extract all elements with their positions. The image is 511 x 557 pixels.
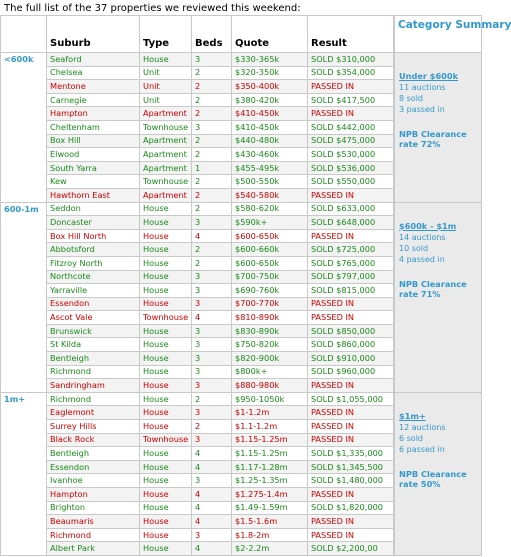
- header-result: Result: [308, 16, 394, 53]
- spacer-cell: [394, 188, 395, 202]
- summary-auctions: 12 auctions: [399, 422, 446, 432]
- result-cell: SOLD $417,500: [308, 93, 394, 107]
- summary-rate-label: NPB Clearance: [399, 468, 467, 479]
- suburb-cell: Eaglemont: [47, 406, 140, 420]
- result-cell: SOLD $1,480,000: [308, 474, 394, 488]
- type-cell: House: [140, 216, 192, 230]
- spacer-cell: [394, 311, 395, 325]
- type-cell: House: [140, 392, 192, 406]
- type-cell: House: [140, 365, 192, 379]
- suburb-cell: Albert Park: [47, 542, 140, 556]
- result-cell: PASSED IN: [308, 515, 394, 529]
- beds-cell: 3: [192, 216, 232, 230]
- beds-cell: 2: [192, 392, 232, 406]
- quote-cell: $440-480k: [232, 134, 308, 148]
- type-cell: Unit: [140, 66, 192, 80]
- type-cell: House: [140, 447, 192, 461]
- summary-title: $1m+: [399, 410, 426, 421]
- table-row: [1, 202, 482, 216]
- table-row: [1, 392, 482, 406]
- suburb-cell: Essendon: [47, 297, 140, 311]
- beds-cell: 3: [192, 365, 232, 379]
- suburb-cell: Sandringham: [47, 379, 140, 393]
- type-cell: Unit: [140, 93, 192, 107]
- beds-cell: 4: [192, 542, 232, 556]
- suburb-cell: Bentleigh: [47, 447, 140, 461]
- suburb-cell: Yarraville: [47, 284, 140, 298]
- result-cell: SOLD $1,820,000: [308, 501, 394, 515]
- beds-cell: 3: [192, 528, 232, 542]
- result-cell: PASSED IN: [308, 488, 394, 502]
- type-cell: House: [140, 406, 192, 420]
- quote-cell: $1.17-1.28m: [232, 460, 308, 474]
- suburb-cell: Kew: [47, 175, 140, 189]
- result-cell: SOLD $725,000: [308, 243, 394, 257]
- result-cell: PASSED IN: [308, 80, 394, 94]
- type-cell: Townhouse: [140, 311, 192, 325]
- spacer-cell: [394, 420, 395, 434]
- quote-cell: $590k+: [232, 216, 308, 230]
- summary-rate: rate 71%: [399, 288, 441, 299]
- suburb-cell: Ascot Vale: [47, 311, 140, 325]
- beds-cell: 4: [192, 311, 232, 325]
- beds-cell: 3: [192, 324, 232, 338]
- type-cell: House: [140, 542, 192, 556]
- summary-passed: 4 passed in: [399, 254, 445, 264]
- type-cell: House: [140, 270, 192, 284]
- suburb-cell: Beaumaris: [47, 515, 140, 529]
- result-cell: SOLD $815,000: [308, 284, 394, 298]
- spacer-cell: [394, 120, 395, 134]
- beds-cell: 3: [192, 406, 232, 420]
- quote-cell: $1.1-1.2m: [232, 420, 308, 434]
- beds-cell: 4: [192, 501, 232, 515]
- suburb-cell: Abbotsford: [47, 243, 140, 257]
- beds-cell: 3: [192, 53, 232, 67]
- result-cell: SOLD $850,000: [308, 324, 394, 338]
- type-cell: Apartment: [140, 161, 192, 175]
- spacer-cell: [394, 433, 395, 447]
- spacer-cell: [394, 542, 395, 556]
- beds-cell: 4: [192, 229, 232, 243]
- quote-cell: $700-750k: [232, 270, 308, 284]
- beds-cell: 3: [192, 297, 232, 311]
- type-cell: House: [140, 420, 192, 434]
- quote-cell: $350-400k: [232, 80, 308, 94]
- type-cell: Apartment: [140, 134, 192, 148]
- suburb-cell: Richmond: [47, 528, 140, 542]
- spacer-cell: [394, 488, 395, 502]
- spacer-cell: [394, 243, 395, 257]
- quote-cell: $1.5-1.6m: [232, 515, 308, 529]
- quote-cell: $700-770k: [232, 297, 308, 311]
- beds-cell: 3: [192, 474, 232, 488]
- result-cell: SOLD $536,000: [308, 161, 394, 175]
- beds-cell: 2: [192, 188, 232, 202]
- price-group-label: 1m+: [1, 392, 47, 555]
- suburb-cell: Black Rock: [47, 433, 140, 447]
- type-cell: House: [140, 352, 192, 366]
- beds-cell: 2: [192, 175, 232, 189]
- type-cell: House: [140, 379, 192, 393]
- category-summary: [395, 53, 482, 203]
- suburb-cell: Brunswick: [47, 324, 140, 338]
- quote-cell: $750-820k: [232, 338, 308, 352]
- result-cell: SOLD $1,055,000: [308, 392, 394, 406]
- type-cell: House: [140, 202, 192, 216]
- type-cell: Townhouse: [140, 175, 192, 189]
- suburb-cell: Brighton: [47, 501, 140, 515]
- quote-cell: $690-760k: [232, 284, 308, 298]
- suburb-cell: Doncaster: [47, 216, 140, 230]
- quote-cell: $600-650k: [232, 229, 308, 243]
- type-cell: Apartment: [140, 148, 192, 162]
- spacer-cell: [394, 528, 395, 542]
- quote-cell: $820-900k: [232, 352, 308, 366]
- result-cell: SOLD $475,000: [308, 134, 394, 148]
- type-cell: House: [140, 284, 192, 298]
- suburb-cell: Chelsea: [47, 66, 140, 80]
- type-cell: House: [140, 256, 192, 270]
- quote-cell: $320-350k: [232, 66, 308, 80]
- quote-cell: $800k+: [232, 365, 308, 379]
- summary-auctions: 14 auctions: [399, 232, 446, 242]
- header-suburb: Suburb: [47, 16, 140, 53]
- beds-cell: 3: [192, 338, 232, 352]
- quote-cell: $1.8-2m: [232, 528, 308, 542]
- spacer-cell: [394, 229, 395, 243]
- beds-cell: 2: [192, 148, 232, 162]
- suburb-cell: Box Hill: [47, 134, 140, 148]
- spacer-cell: [394, 66, 395, 80]
- beds-cell: 4: [192, 447, 232, 461]
- quote-cell: $455-495k: [232, 161, 308, 175]
- table-row: [1, 53, 482, 67]
- spacer-cell: [394, 284, 395, 298]
- header-row: [1, 16, 482, 53]
- beds-cell: 4: [192, 515, 232, 529]
- header-quote: Quote: [232, 16, 308, 53]
- summary-auctions: 11 auctions: [399, 83, 446, 92]
- result-cell: SOLD $550,000: [308, 175, 394, 189]
- quote-cell: $2-2.2m: [232, 542, 308, 556]
- suburb-cell: Carnegie: [47, 93, 140, 107]
- suburb-cell: Cheltenham: [47, 120, 140, 134]
- result-cell: PASSED IN: [308, 297, 394, 311]
- summary-sold: 8 sold: [399, 94, 423, 103]
- beds-cell: 2: [192, 202, 232, 216]
- category-summary: [395, 202, 482, 392]
- summary-rate-label: NPB Clearance: [399, 129, 467, 139]
- result-cell: PASSED IN: [308, 379, 394, 393]
- result-cell: SOLD $648,000: [308, 216, 394, 230]
- suburb-cell: Hampton: [47, 488, 140, 502]
- beds-cell: 3: [192, 433, 232, 447]
- beds-cell: 2: [192, 66, 232, 80]
- spacer-cell: [394, 256, 395, 270]
- spacer-cell: [394, 338, 395, 352]
- type-cell: House: [140, 243, 192, 257]
- spacer-cell: [394, 161, 395, 175]
- suburb-cell: Surrey Hills: [47, 420, 140, 434]
- type-cell: Townhouse: [140, 433, 192, 447]
- result-cell: PASSED IN: [308, 406, 394, 420]
- beds-cell: 4: [192, 488, 232, 502]
- result-cell: SOLD $354,000: [308, 66, 394, 80]
- suburb-cell: St Kilda: [47, 338, 140, 352]
- quote-cell: $1.15-1.25m: [232, 433, 308, 447]
- result-cell: PASSED IN: [308, 311, 394, 325]
- group-header: [1, 16, 47, 53]
- type-cell: House: [140, 324, 192, 338]
- summary-sold: 6 sold: [399, 433, 423, 443]
- quote-cell: $600-650k: [232, 256, 308, 270]
- category-summary: [395, 392, 482, 555]
- beds-cell: 4: [192, 460, 232, 474]
- header-type: Type: [140, 16, 192, 53]
- suburb-cell: Elwood: [47, 148, 140, 162]
- result-cell: PASSED IN: [308, 420, 394, 434]
- result-cell: SOLD $1,345,500: [308, 460, 394, 474]
- result-cell: PASSED IN: [308, 433, 394, 447]
- result-cell: SOLD $960,000: [308, 365, 394, 379]
- quote-cell: $330-365k: [232, 53, 308, 67]
- quote-cell: $380-420k: [232, 93, 308, 107]
- beds-cell: 2: [192, 420, 232, 434]
- header-category-summary: Category Summary: [395, 16, 482, 53]
- type-cell: Unit: [140, 80, 192, 94]
- result-cell: SOLD $2,200,00: [308, 542, 394, 556]
- quote-cell: $1.15-1.25m: [232, 447, 308, 461]
- type-cell: House: [140, 338, 192, 352]
- spacer-cell: [394, 216, 395, 230]
- beds-cell: 2: [192, 93, 232, 107]
- summary-title: Under $600k: [399, 71, 459, 81]
- quote-cell: $1.25-1.35m: [232, 474, 308, 488]
- quote-cell: $1.49-1.59m: [232, 501, 308, 515]
- suburb-cell: Seaford: [47, 53, 140, 67]
- type-cell: House: [140, 488, 192, 502]
- type-cell: House: [140, 297, 192, 311]
- result-cell: SOLD $765,000: [308, 256, 394, 270]
- quote-cell: $600-660k: [232, 243, 308, 257]
- quote-cell: $430-460k: [232, 148, 308, 162]
- spacer-cell: [394, 270, 395, 284]
- beds-cell: 2: [192, 134, 232, 148]
- beds-cell: 3: [192, 120, 232, 134]
- summary-passed: 6 passed in: [399, 444, 445, 454]
- header-beds: Beds: [192, 16, 232, 53]
- result-cell: SOLD $633,000: [308, 202, 394, 216]
- summary-rate-label: NPB Clearance: [399, 278, 467, 289]
- type-cell: House: [140, 53, 192, 67]
- quote-cell: $1.275-1.4m: [232, 488, 308, 502]
- spacer-cell: [394, 175, 395, 189]
- beds-cell: 3: [192, 352, 232, 366]
- beds-cell: 1: [192, 161, 232, 175]
- spacer-cell: [394, 107, 395, 121]
- price-group-label: 600-1m: [1, 202, 47, 392]
- quote-cell: $1-1.2m: [232, 406, 308, 420]
- type-cell: Apartment: [140, 188, 192, 202]
- beds-cell: 2: [192, 107, 232, 121]
- summary-title: $600k - $1m: [399, 220, 457, 231]
- spacer-cell: [394, 148, 395, 162]
- result-cell: PASSED IN: [308, 188, 394, 202]
- auction-results-table: [0, 15, 511, 556]
- suburb-cell: Hampton: [47, 107, 140, 121]
- type-cell: House: [140, 229, 192, 243]
- beds-cell: 2: [192, 256, 232, 270]
- spacer-cell: [394, 80, 395, 94]
- spacer-cell: [394, 93, 395, 107]
- spacer-cell: [394, 379, 395, 393]
- spacer-cell: [394, 501, 395, 515]
- result-cell: SOLD $1,335,000: [308, 447, 394, 461]
- page-title: The full list of the 37 properties we reviewed this weekend:: [4, 3, 301, 14]
- spacer-cell: [394, 406, 395, 420]
- suburb-cell: Richmond: [47, 365, 140, 379]
- spacer-cell: [394, 365, 395, 379]
- quote-cell: $500-550k: [232, 175, 308, 189]
- quote-cell: $540-580k: [232, 188, 308, 202]
- price-group-label: <600k: [1, 53, 47, 203]
- suburb-cell: Box Hill North: [47, 229, 140, 243]
- quote-cell: $830-890k: [232, 324, 308, 338]
- suburb-cell: Seddon: [47, 202, 140, 216]
- type-cell: House: [140, 460, 192, 474]
- quote-cell: $950-1050k: [232, 392, 308, 406]
- spacer-cell: [394, 297, 395, 311]
- type-cell: House: [140, 528, 192, 542]
- suburb-cell: Fitzroy North: [47, 256, 140, 270]
- quote-cell: $410-450k: [232, 120, 308, 134]
- suburb-cell: Ivanhoe: [47, 474, 140, 488]
- beds-cell: 2: [192, 243, 232, 257]
- result-cell: PASSED IN: [308, 528, 394, 542]
- result-cell: SOLD $797,000: [308, 270, 394, 284]
- beds-cell: 3: [192, 284, 232, 298]
- quote-cell: $810-890k: [232, 311, 308, 325]
- quote-cell: $580-620k: [232, 202, 308, 216]
- suburb-cell: Richmond: [47, 392, 140, 406]
- summary-passed: 3 passed in: [399, 105, 445, 114]
- summary-rate: rate 72%: [399, 139, 441, 149]
- suburb-cell: Essendon: [47, 460, 140, 474]
- result-cell: SOLD $442,000: [308, 120, 394, 134]
- summary-rate: rate 50%: [399, 478, 441, 489]
- type-cell: House: [140, 501, 192, 515]
- suburb-cell: Bentleigh: [47, 352, 140, 366]
- suburb-cell: South Yarra: [47, 161, 140, 175]
- type-cell: House: [140, 515, 192, 529]
- result-cell: SOLD $910,000: [308, 352, 394, 366]
- spacer-cell: [394, 134, 395, 148]
- type-cell: Apartment: [140, 107, 192, 121]
- result-cell: PASSED IN: [308, 229, 394, 243]
- summary-sold: 10 sold: [399, 243, 429, 253]
- beds-cell: 3: [192, 270, 232, 284]
- type-cell: House: [140, 474, 192, 488]
- spacer-cell: [394, 352, 395, 366]
- spacer-cell: [394, 447, 395, 461]
- result-cell: PASSED IN: [308, 107, 394, 121]
- result-cell: SOLD $860,000: [308, 338, 394, 352]
- suburb-cell: Hawthorn East: [47, 188, 140, 202]
- type-cell: Townhouse: [140, 120, 192, 134]
- spacer-cell: [394, 324, 395, 338]
- beds-cell: 2: [192, 80, 232, 94]
- beds-cell: 3: [192, 379, 232, 393]
- spacer-cell: [394, 515, 395, 529]
- result-cell: SOLD $530,000: [308, 148, 394, 162]
- spacer-cell: [394, 474, 395, 488]
- suburb-cell: Northcote: [47, 270, 140, 284]
- spacer-cell: [394, 460, 395, 474]
- suburb-cell: Mentone: [47, 80, 140, 94]
- result-cell: SOLD $310,000: [308, 53, 394, 67]
- quote-cell: $410-450k: [232, 107, 308, 121]
- quote-cell: $880-980k: [232, 379, 308, 393]
